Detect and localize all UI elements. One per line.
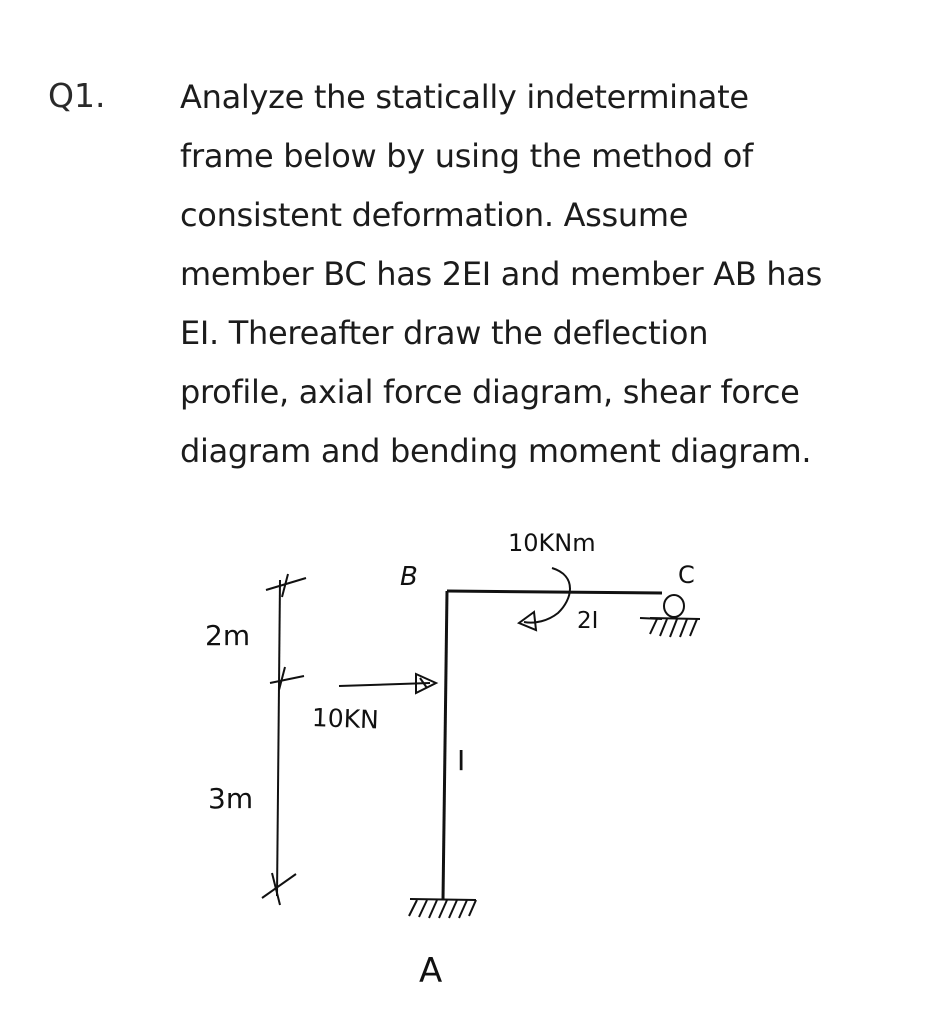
roller-support-icon (640, 595, 700, 637)
member-bc (447, 591, 662, 593)
point-load-arrow-icon (339, 674, 436, 693)
fixed-support-icon (409, 899, 476, 918)
question-line: member BC has 2EI and member AB has (180, 255, 823, 293)
moment-label: 10KNm (508, 529, 596, 557)
member-ab (443, 591, 447, 900)
moment-arrow-icon (519, 568, 570, 630)
question-line: EI. Thereafter draw the deflection (180, 314, 709, 352)
question-line: profile, axial force diagram, shear force (180, 373, 800, 411)
dimension-line (262, 574, 306, 905)
question-line: consistent deformation. Assume (180, 196, 689, 234)
question-line: diagram and bending moment diagram. (180, 432, 812, 470)
point-load-label: 10KN (311, 703, 380, 735)
dimension-label-lower: 3m (208, 782, 254, 815)
joint-label-c: C (678, 561, 695, 589)
stiffness-label-bc: 2I (577, 608, 599, 634)
stiffness-label-ab: I (457, 744, 466, 777)
joint-label-a: A (419, 951, 443, 991)
question-line: frame below by using the method of (180, 137, 753, 175)
joint-label-b: B (400, 562, 418, 592)
dimension-label-upper: 2m (205, 619, 251, 652)
question-number: Q1. (48, 76, 106, 115)
question-line: Analyze the statically indeterminate (180, 78, 749, 116)
